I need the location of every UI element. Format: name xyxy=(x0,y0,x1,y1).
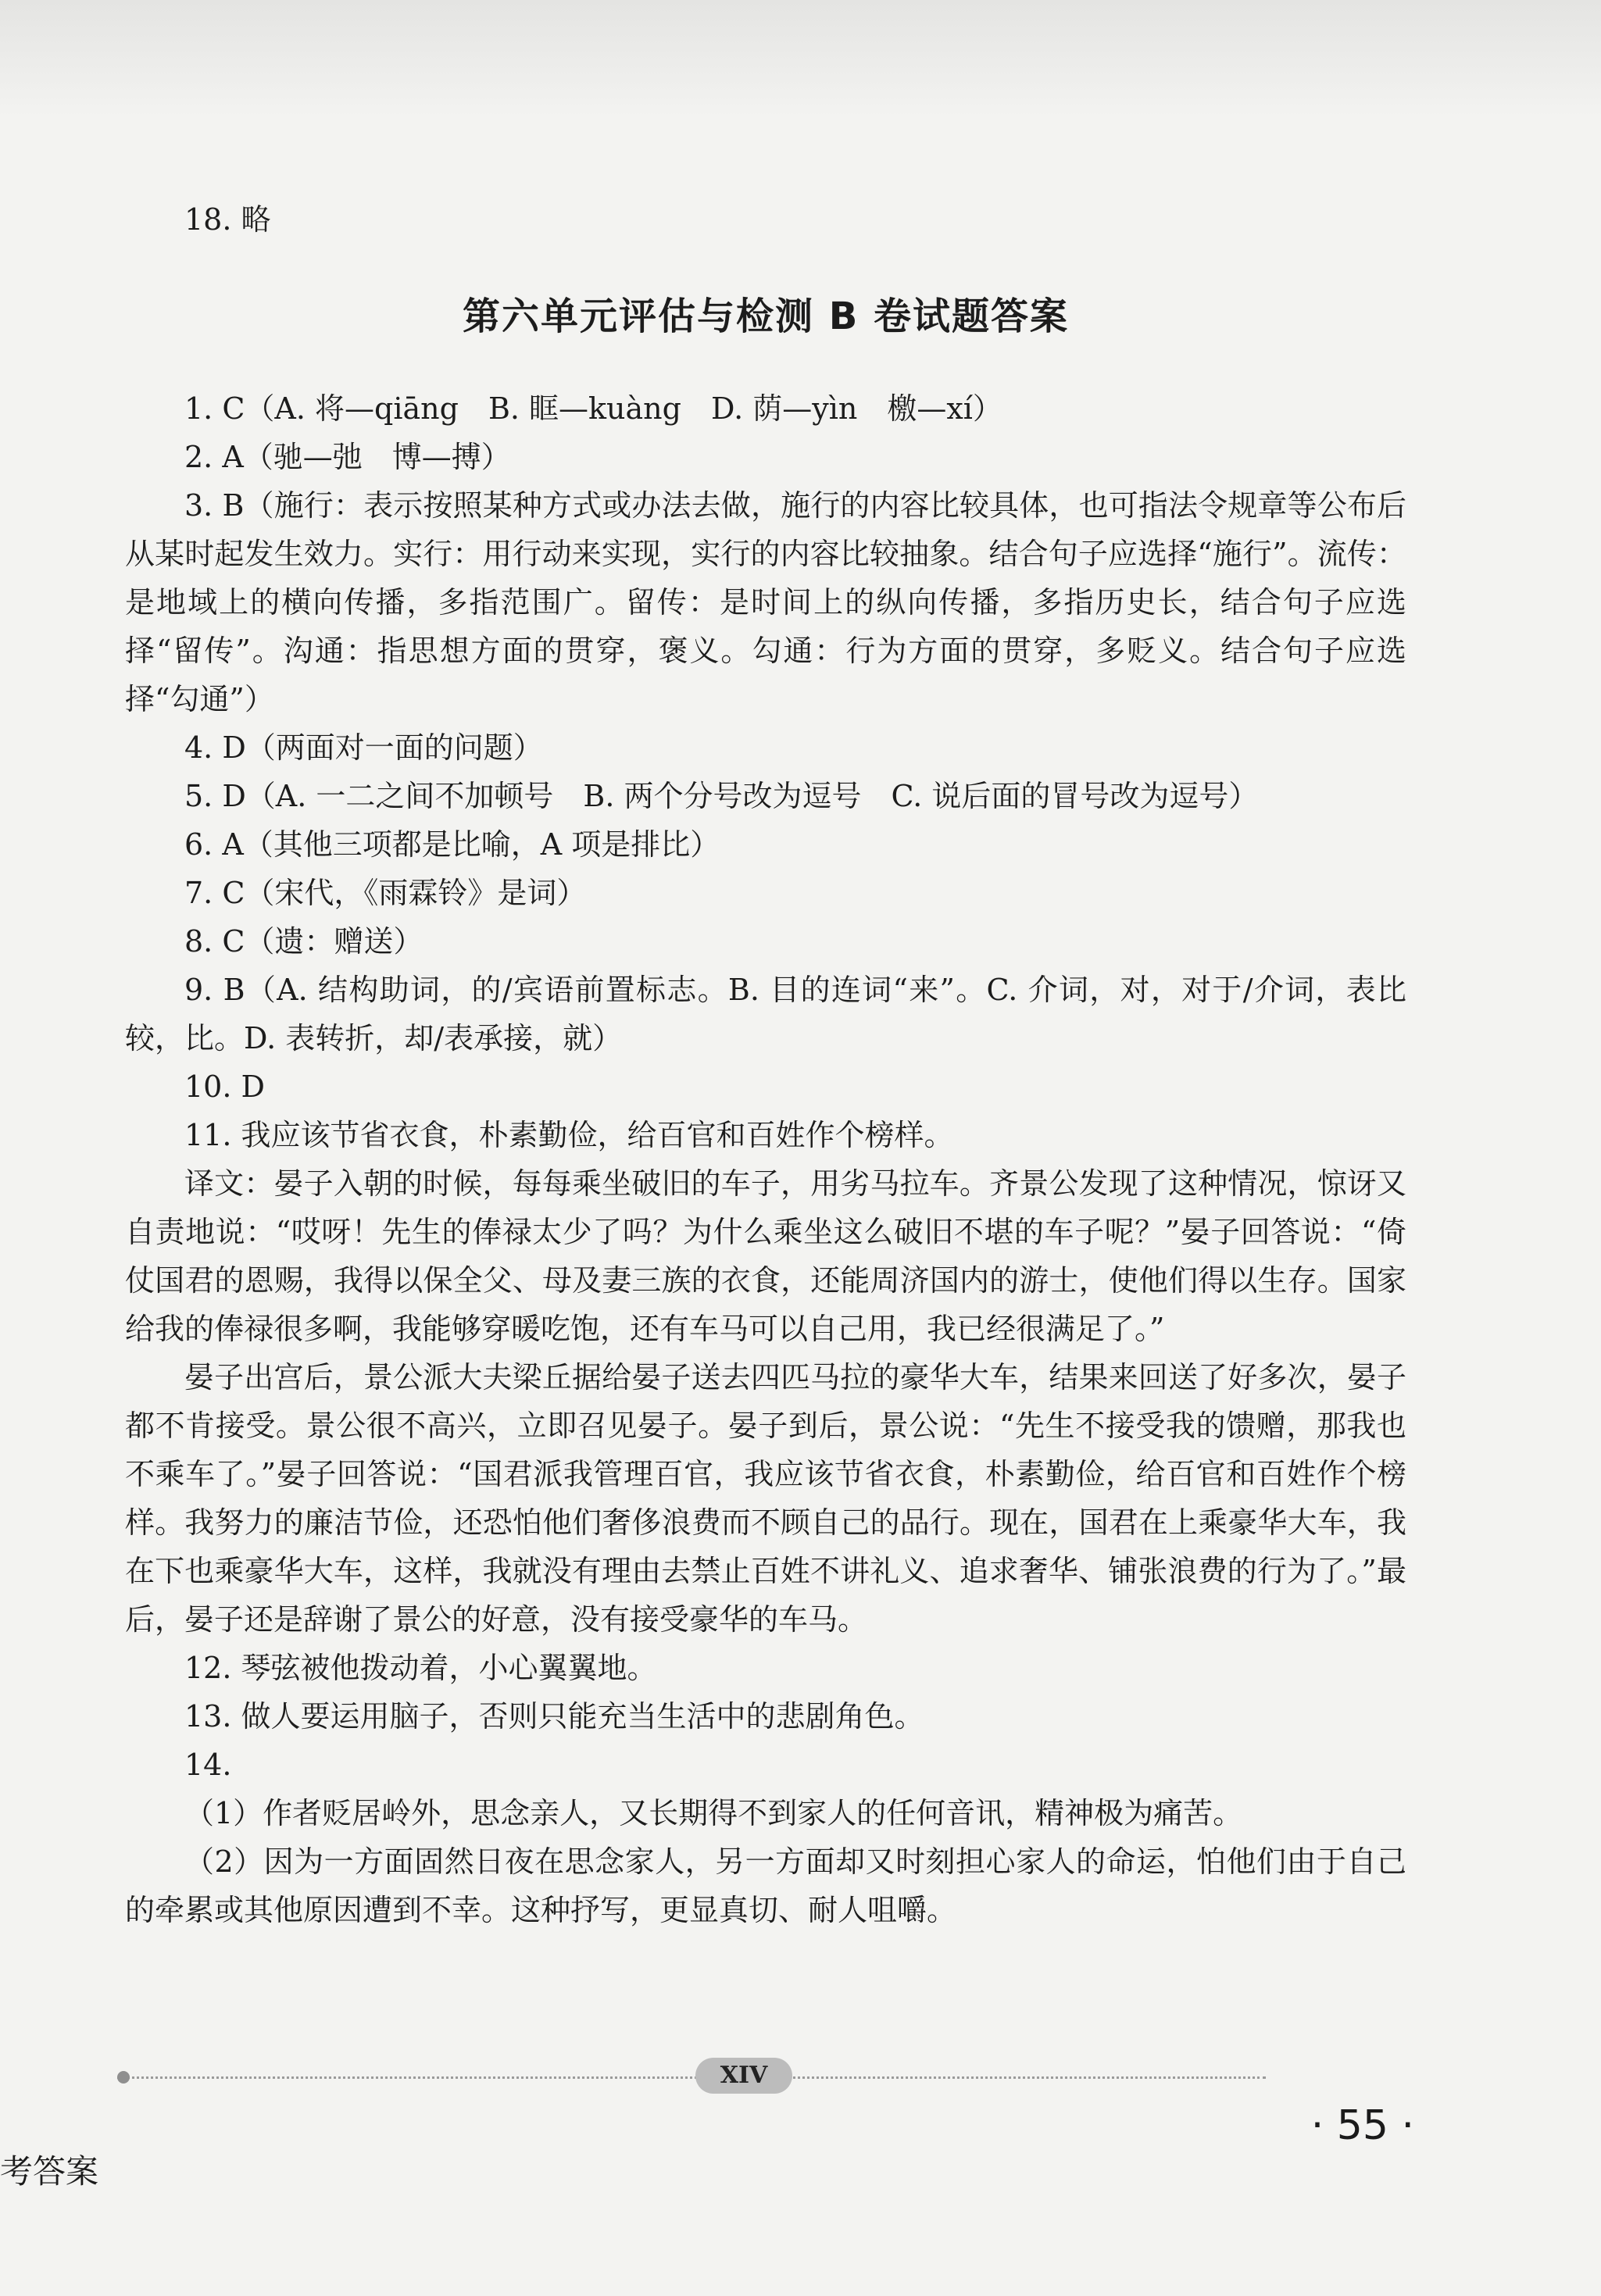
answer-1: 1. C（A. 将—qiāng B. 眶—kuàng D. 荫—yìn 檄—xí） xyxy=(184,391,1002,426)
answer-6: 6. A（其他三项都是比喻，A 项是排比） xyxy=(184,827,720,862)
answer-10: 10. D xyxy=(184,1069,265,1104)
answer-2: 2. A（驰—弛 博—搏） xyxy=(184,440,511,474)
answer-page-content xyxy=(125,195,1406,1934)
translation-paragraph-2: 晏子出宫后，景公派大夫梁丘据给晏子送去四匹马拉的豪华大车，结果来回送了好多次，晏子都不肯接受。景公很不高兴，立即召见晏子。晏子到后，景公说：“先生不接受我的馈赠，那我也不乘车了。”晏子回答说：“国君派我管理百官，我应该节省衣食，朴素勤俭，给百官和百姓作个榜样。我努力的廉洁节俭，还恐怕他们奢侈浪费而不顾自己的品行。现在，国君在上乘豪华大车，我在下也乘豪华大车，这样，我就没有理由去禁止百姓不讲礼义、追求奢华、铺张浪费的行为了。”最后，晏子还是辞谢了景公的好意，没有接受豪华的车马。 xyxy=(125,1360,1406,1637)
scan-top-band xyxy=(0,0,1601,117)
answer-14-part-1: （1）作者贬居岭外，思念亲人，又长期得不到家人的任何音讯，精神极为痛苦。 xyxy=(184,1796,1243,1830)
section-title: 第六单元评估与检测 B 卷试题答案 xyxy=(462,295,1069,338)
answer-14-part-2: （2）因为一方面固然日夜在思念家人，另一方面却又时刻担心家人的命运，怕他们由于自己的牵累或其他原因遭到不幸。这种抒写，更显真切、耐人咀嚼。 xyxy=(125,1844,1406,1927)
answer-9: 9. B（A. 结构助词，的/宾语前置标志。B. 目的连词“来”。C. 介词，对，对于/介词，表比较，比。D. 表转折，却/表承接，就） xyxy=(125,973,1406,1055)
answer-3: 3. B（施行：表示按照某种方式或办法去做，施行的内容比较具体，也可指法令规章等公布后从某时起发生效力。实行：用行动来实现，实行的内容比较抽象。结合句子应选择“施行”。流传：是地域上的横向传播，多指范围广。留传：是时间上的纵向传播，多指历史长，结合句子应选择“留传”。沟通：指思想方面的贯穿，褒义。勾通：行为方面的贯穿，多贬义。结合句子应选择“勾通”） xyxy=(125,488,1406,716)
answer-7: 7. C（宋代，《雨霖铃》是词） xyxy=(184,876,587,910)
roman-numeral-badge: XIV xyxy=(695,2058,792,2094)
footer-dotted-rule xyxy=(117,2076,1266,2079)
answer-4: 4. D（两面对一面的问题） xyxy=(184,730,543,765)
page-number: · 55 · xyxy=(1310,2102,1414,2149)
corner-fragment-text: 考答案 xyxy=(0,2152,99,2191)
answer-11: 11. 我应该节省衣食，朴素勤俭，给百官和百姓作个榜样。 xyxy=(184,1118,954,1152)
prev-answer-18: 18. 略 xyxy=(184,202,271,237)
answer-13: 13. 做人要运用脑子，否则只能充当生活中的悲剧角色。 xyxy=(184,1699,924,1734)
translation-paragraph-1: 译文：晏子入朝的时候，每每乘坐破旧的车子，用劣马拉车。齐景公发现了这种情况，惊讶又自责地说：“哎呀！先生的俸禄太少了吗？为什么乘坐这么破旧不堪的车子呢？”晏子回答说：“倚仗国君的恩赐，我得以保全父、母及妻三族的衣食，还能周济国内的游士，使他们得以生存。国家给我的俸禄很多啊，我能够穿暖吃饱，还有车马可以自己用，我已经很满足了。” xyxy=(125,1166,1406,1346)
answer-5: 5. D（A. 一二之间不加顿号 B. 两个分号改为逗号 C. 说后面的冒号改为逗号） xyxy=(184,779,1259,813)
answer-8: 8. C（遗：赠送） xyxy=(184,924,423,959)
footer-rule-dot xyxy=(117,2071,130,2084)
answer-12: 12. 琴弦被他拨动着，小心翼翼地。 xyxy=(184,1651,657,1685)
answer-14: 14. xyxy=(184,1748,232,1782)
